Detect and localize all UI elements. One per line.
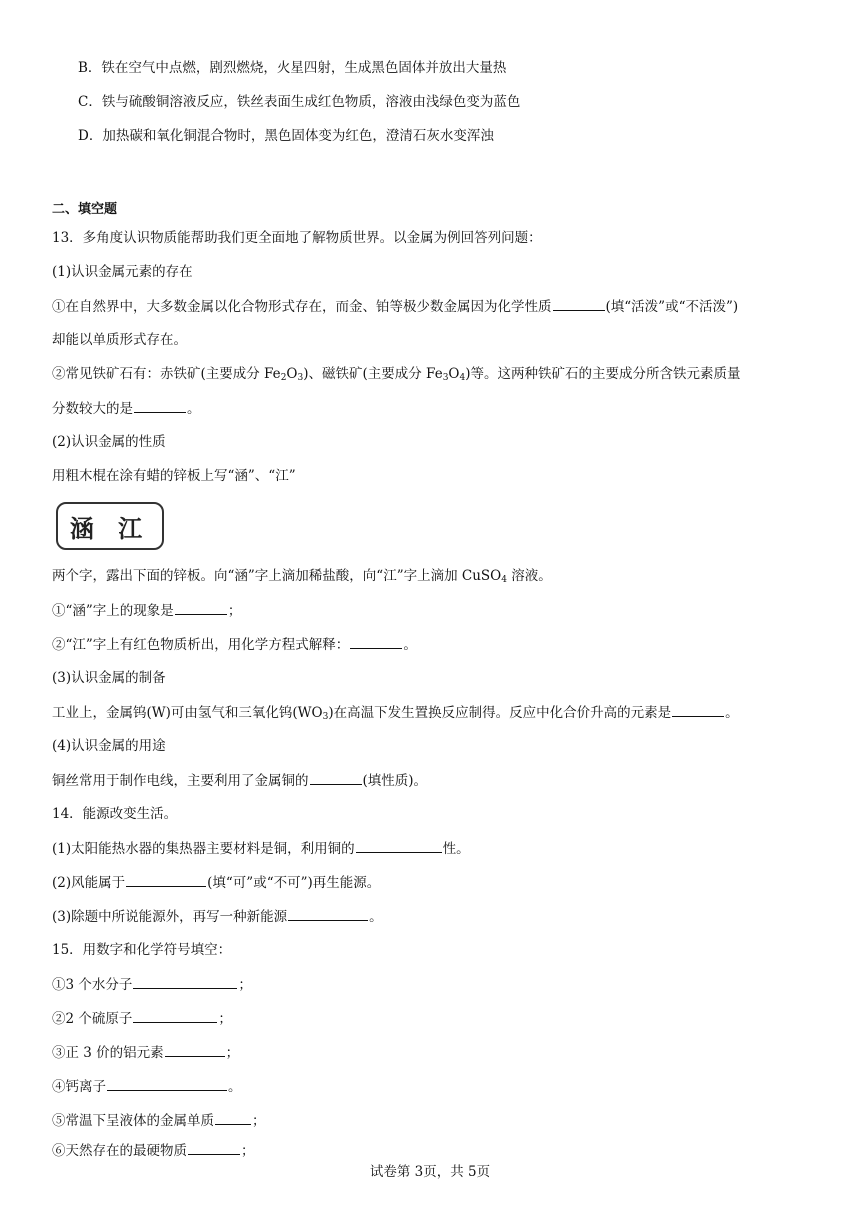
answer-blank[interactable] bbox=[134, 398, 186, 413]
q13-stem: 13．多角度认识物质能帮助我们更全面地了解物质世界。以金属为例回答列问题： bbox=[52, 230, 542, 246]
answer-blank[interactable] bbox=[356, 838, 442, 853]
q13-part2-title: (2)认识金属的性质 bbox=[52, 434, 166, 450]
answer-blank[interactable] bbox=[215, 1110, 251, 1125]
q15-item-5: ⑤常温下呈液体的金属单质 ； bbox=[52, 1110, 266, 1131]
answer-blank[interactable] bbox=[553, 296, 605, 311]
answer-blank[interactable] bbox=[133, 1008, 217, 1023]
zinc-board-image: 涵 江 bbox=[56, 502, 164, 550]
q13-part2-text2: 两个字，露出下面的锌板。向“涵”字上滴加稀盐酸，向“江”字上滴加 CuSO$_4$ 溶液。 bbox=[52, 568, 552, 585]
answer-blank[interactable] bbox=[175, 600, 227, 615]
answer-blank[interactable] bbox=[672, 702, 724, 717]
answer-blank[interactable] bbox=[310, 770, 362, 785]
q13-part1b-cont: 分数较大的是 。 bbox=[52, 398, 201, 419]
q15-item-4: ④钙离子 。 bbox=[52, 1076, 242, 1097]
answer-blank[interactable] bbox=[165, 1042, 225, 1057]
q15-stem: 15．用数字和化学符号填空： bbox=[52, 942, 232, 958]
answer-blank[interactable] bbox=[133, 974, 237, 989]
q14-part1: (1)太阳能热水器的集热器主要材料是铜，利用铜的 性。 bbox=[52, 838, 470, 859]
q15-item-6: ⑥天然存在的最硬物质 ； bbox=[52, 1140, 255, 1161]
q15-item-3: ③正 3 价的铝元素 ； bbox=[52, 1042, 239, 1063]
q13-part2-text: 用粗木棍在涂有蜡的锌板上写“涵”、“江” bbox=[52, 468, 296, 484]
q15-item-1: ①3 个水分子 ； bbox=[52, 974, 252, 995]
answer-blank[interactable] bbox=[288, 906, 368, 921]
q13-part1b: ②常见铁矿石有：赤铁矿(主要成分 $Fe_2O_3$)、磁铁矿(主要成分 $Fe_3O_4$)等。这两种铁矿石的主要成分所含铁元素质量 bbox=[52, 366, 741, 383]
answer-blank[interactable] bbox=[107, 1076, 227, 1091]
answer-blank[interactable] bbox=[188, 1140, 240, 1155]
answer-blank[interactable] bbox=[350, 634, 402, 649]
q13-part4-title: (4)认识金属的用途 bbox=[52, 738, 166, 754]
q13-part1a-cont: 却能以单质形式存在。 bbox=[52, 332, 187, 348]
q14-part3: (3)除题中所说能源外，再写一种新能源 。 bbox=[52, 906, 383, 927]
q13-part2a: ①“涵”字上的现象是 ； bbox=[52, 600, 241, 621]
q13-part2b: ②“江”字上有红色物质析出，用化学方程式解释： 。 bbox=[52, 634, 417, 655]
page-footer: 试卷第 3页，共 5页 bbox=[369, 1164, 491, 1180]
q13-part4-text: 铜丝常用于制作电线，主要利用了金属铜的 (填性质)。 bbox=[52, 770, 427, 791]
q13-part3-text: 工业上，金属钨(W)可由氢气和三氧化钨$(WO_3)$在高温下发生置换反应制得。反应中化合价升高的元素是 。 bbox=[52, 702, 739, 723]
answer-blank[interactable] bbox=[126, 872, 206, 887]
q14-stem: 14．能源改变生活。 bbox=[52, 806, 178, 822]
section-title: 二、填空题 bbox=[52, 202, 118, 217]
option-c: C．铁与硫酸铜溶液反应，铁丝表面生成红色物质，溶液由浅绿色变为蓝色 bbox=[78, 94, 521, 110]
option-b: B．铁在空气中点燃，剧烈燃烧，火星四射，生成黑色固体并放出大量热 bbox=[78, 60, 507, 76]
q13-part1-title: (1)认识金属元素的存在 bbox=[52, 264, 193, 280]
q14-part2: (2)风能属于 (填“可”或“不可”)再生能源。 bbox=[52, 872, 380, 893]
option-d: D．加热碳和氧化铜混合物时，黑色固体变为红色，澄清石灰水变浑浊 bbox=[78, 128, 494, 144]
q13-part3-title: (3)认识金属的制备 bbox=[52, 670, 166, 686]
q13-part1a: ①在自然界中，大多数金属以化合物形式存在，而金、铂等极少数金属因为化学性质 (填“活泼”或“不活泼”) bbox=[52, 296, 738, 317]
q15-item-2: ②2 个硫原子 ； bbox=[52, 1008, 232, 1029]
